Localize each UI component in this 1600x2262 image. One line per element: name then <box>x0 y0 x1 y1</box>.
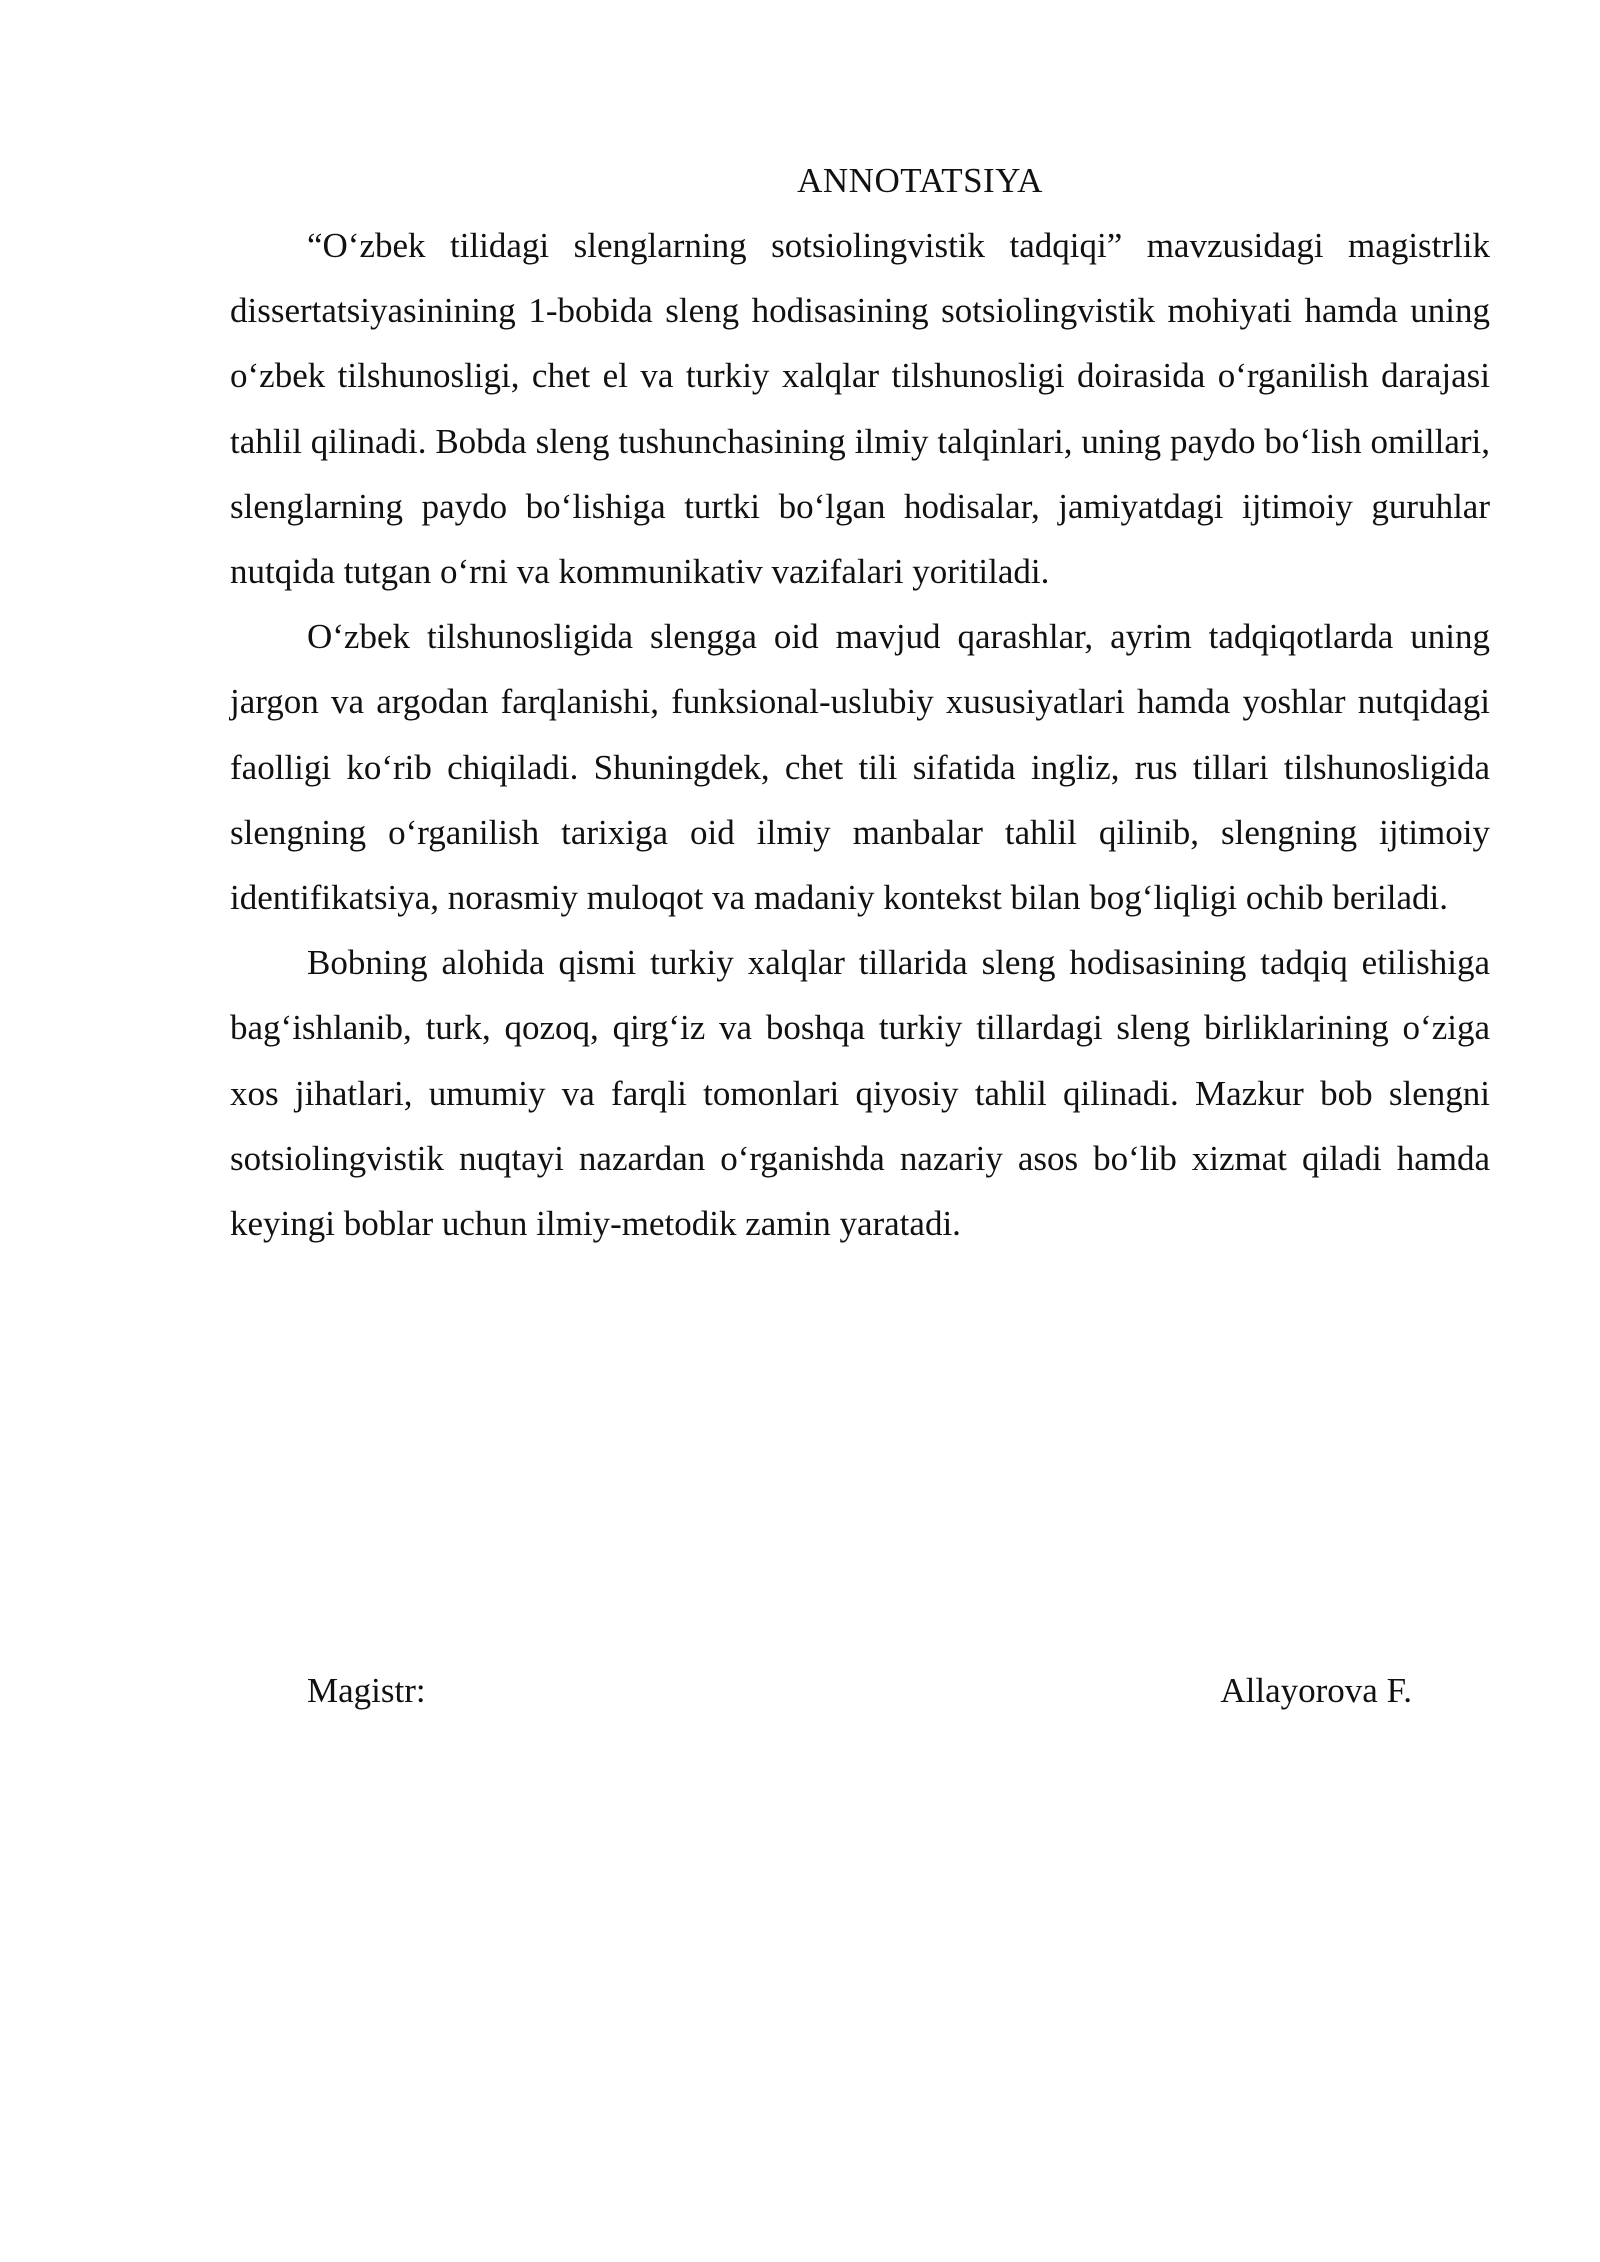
paragraph-turkic-languages: Bobning alohida qismi turkiy xalqlar tillarida sleng hodisasining tadqiq etilishiga bag‘ishlanib, turk, qozoq, qirg‘iz va boshqa turkiy tillardagi sleng birliklarining o‘ziga xos jihatlari, umumiy va farqli tomonlari qiyosiy tahlil qilinadi. Mazkur bob slengni sotsiolingvistik nuqtayi nazardan o‘rganishda nazariy asos bo‘lib xizmat qiladi hamda keyingi boblar uchun ilmiy-metodik zamin yaratadi. <box>230 943 1490 1244</box>
paragraph-intro: “O‘zbek tilidagi slenglarning sotsiolingvistik tadqiqi” mavzusidagi magistrlik dissertatsiyasinining 1-bobida sleng hodisasining sotsiolingvistik mohiyati hamda uning o‘zbek tilshunosligi, chet el va turkiy xalqlar tilshunosligi doirasida o‘rganilish darajasi tahlil qilinadi. Bobda sleng tushunchasining ilmiy talqinlari, uning paydo bo‘lish omillari, slenglarning paydo bo‘lishiga turtki bo‘lgan hodisalar, jamiyatdagi ijtimoiy guruhlar nutqida tutgan o‘rni va kommunikativ vazifalari yoritiladi. <box>230 226 1490 592</box>
document-body <box>230 148 1490 1710</box>
document-title: ANNOTATSIYA <box>797 161 1043 200</box>
signature-role: Magistr: <box>307 1671 426 1710</box>
paragraph-uzbek-linguistics: O‘zbek tilshunosligida slengga oid mavjud qarashlar, ayrim tadqiqotlarda uning jargon va argodan farqlanishi, funksional-uslubiy xususiyatlari hamda yoshlar nutqidagi faolligi ko‘rib chiqiladi. Shuningdek, chet tili sifatida ingliz, rus tillari tilshunosligida slengning o‘rganilish tarixiga oid ilmiy manbalar tahlil qilinib, slengning ijtimoiy identifikatsiya, norasmiy muloqot va madaniy kontekst bilan bog‘liqligi ochib beriladi. <box>230 617 1490 918</box>
signature-name: Allayorova F. <box>1220 1671 1412 1710</box>
signature-line <box>230 1658 1490 1723</box>
